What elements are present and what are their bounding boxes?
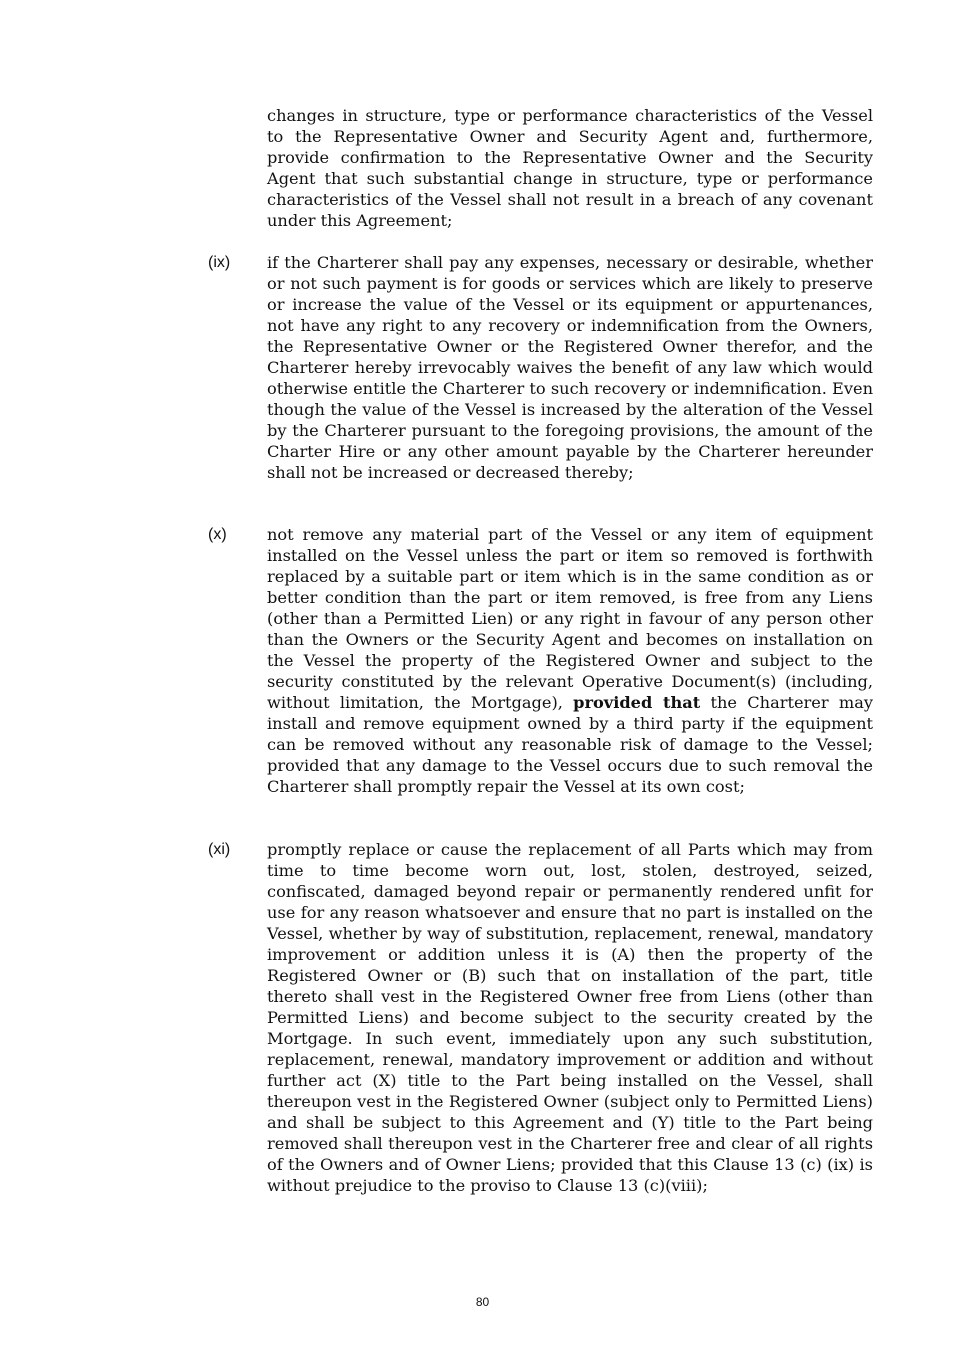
clause-text xyxy=(267,524,873,797)
clause-number: (xi) xyxy=(208,841,231,858)
continuation-paragraph: changes in structure, type or performance characteristics of the Vessel to the Representative Owner and Security Agent and, furthermore, provide confirmation to the Representative Owner and the Security Agent that such substantial change in structure, type or performance characteristics of the Vessel shall not result in a breach of any covenant under this Agreement; xyxy=(267,106,873,230)
clause-text: promptly replace or cause the replacement of all Parts which may from time to time become worn out, lost, stolen, destroyed, seized, confiscated, damaged beyond repair or permanently rendered unfit for use for any reason whatsoever and ensure that no part is installed on the Vessel, whether by way of substitution, replacement, renewal, mandatory improvement or addition unless it is (A) then the property of the Registered Owner or (B) such that on installation of the part, title thereto shall vest in the Registered Owner free from Liens (other than Permitted Liens) and become subject to the security created by the Mortgage. In such event, immediately upon any such substitution, replacement, renewal, mandatory improvement or addition and without further act (X) title to the Part being installed on the Vessel, shall thereupon vest in the Registered Owner (subject only to Permitted Liens) and shall be subject to this Agreement and (Y) title to the Part being removed shall thereupon vest in the Charterer free and clear of all rights of the Owners and of Owner Liens; provided that this Clause 13 (c) (ix) is without prejudice to the proviso to Clause 13 (c)(viii); xyxy=(267,840,873,1195)
clause-text-after: the Charterer may install and remove equipment owned by a third party if the equipment can be removed without any reasonable risk of damage to the Vessel; provided that any damage to the Vessel occurs due to such removal the Charterer shall promptly repair the Vessel at its own cost; xyxy=(267,693,873,796)
clause-number: (ix) xyxy=(208,254,231,271)
page-number: 80 xyxy=(475,1295,490,1309)
clause-number: (x) xyxy=(208,526,227,543)
clause-bold-proviso: provided that xyxy=(573,693,701,712)
clause-text: if the Charterer shall pay any expenses, necessary or desirable, whether or not such payment is for goods or services which are likely to preserve or increase the value of the Vessel or its equipment or appurtenances, not have any right to any recovery or indemnification from the Owners, the Representative Owner or the Registered Owner therefor, and the Charterer hereby irrevocably waives the benefit of any law which would otherwise entitle the Charterer to such recovery or indemnification. Even though the value of the Vessel is increased by the alteration of the Vessel by the Charterer pursuant to the foregoing provisions, the amount of the Charter Hire or any other amount payable by the Charterer hereunder shall not be increased or decreased thereby; xyxy=(267,253,873,482)
clause-text-before: not remove any material part of the Vessel or any item of equipment installed on the Vessel unless the part or item so removed is forthwith replaced by a suitable part or item which is in the same condition as or better condition than the part or item removed, is free from any Liens (other than a Permitted Lien) or any right in favour of any person other than the Owners or the Security Agent and becomes on installation on the Vessel the property of the Registered Owner and subject to the security constituted by the relevant Operative Document(s) (including, without limitation, the Mortgage), xyxy=(267,525,873,712)
